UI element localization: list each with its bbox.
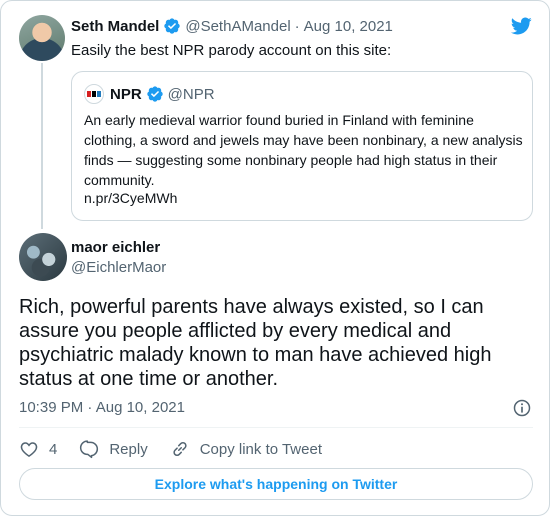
parent-tweet[interactable]	[19, 13, 539, 223]
like-button[interactable]	[19, 439, 57, 459]
tweet-actions	[19, 437, 344, 461]
verified-badge-icon	[163, 17, 181, 35]
main-date: Aug 10, 2021	[95, 399, 185, 416]
copy-link-label: Copy link to Tweet	[199, 440, 322, 458]
main-tweet-text: Rich, powerful parents have always existed, so I can assure you people afflicted by every medical and psychiatric malady known to man have achieved high status at one time or another.	[19, 296, 492, 390]
copy-link-button[interactable]	[170, 439, 322, 459]
thread-connector-line	[41, 63, 43, 229]
main-tweet-timestamp[interactable]	[19, 399, 185, 416]
seth-mandel-avatar[interactable]	[19, 15, 65, 61]
quoted-tweet-link[interactable]: n.pr/3CyeMWh	[84, 190, 178, 206]
main-author-name[interactable]: maor eichler	[71, 239, 161, 256]
divider	[19, 427, 533, 428]
maor-eichler-avatar[interactable]	[19, 233, 67, 281]
reply-label: Reply	[109, 440, 148, 458]
main-time: 10:39 PM	[19, 399, 84, 416]
reply-icon	[79, 439, 99, 459]
npr-logo-icon	[84, 84, 104, 104]
reply-button[interactable]	[79, 439, 147, 459]
parent-tweet-text: Easily the best NPR parody account on this site:	[71, 42, 392, 59]
parent-date[interactable]: Aug 10, 2021	[303, 17, 393, 35]
verified-badge-icon	[146, 85, 164, 103]
link-icon	[170, 439, 190, 459]
heart-icon	[19, 439, 39, 459]
parent-separator: ·	[294, 17, 300, 35]
like-count: 4	[49, 440, 58, 458]
quoted-author-name[interactable]: NPR	[110, 85, 142, 103]
explore-twitter-button[interactable]: Explore what's happening on Twitter	[19, 468, 533, 500]
quoted-tweet-text: An early medieval warrior found buried in Finland with feminine clothing, a sword and jewels may have been nonbinary, a new analysis finds — suggesting some nonbinary people had high status in their community.	[84, 112, 523, 188]
main-handle[interactable]: @EichlerMaor	[71, 259, 167, 276]
parent-author-name[interactable]: Seth Mandel	[71, 17, 160, 35]
parent-tweet-header	[71, 17, 393, 35]
quoted-handle[interactable]: @NPR	[167, 85, 215, 103]
parent-handle[interactable]: @SethAMandel	[185, 17, 291, 35]
quoted-tweet-header	[84, 84, 215, 104]
twitter-bird-icon[interactable]	[509, 15, 533, 37]
quoted-tweet[interactable]	[71, 71, 533, 221]
main-separator: ·	[87, 399, 93, 416]
info-icon[interactable]	[512, 398, 532, 418]
